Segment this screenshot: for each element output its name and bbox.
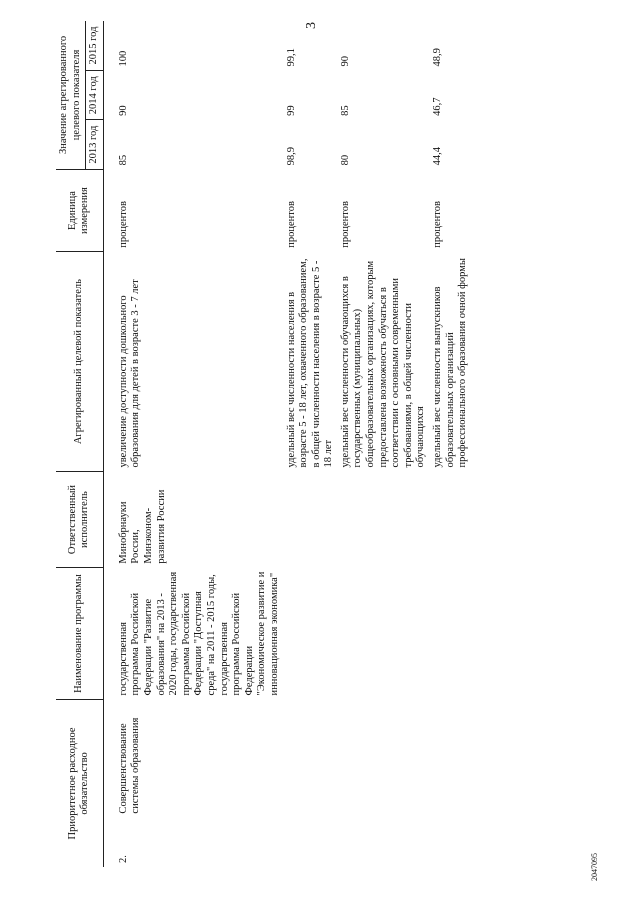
row-number — [430, 818, 472, 867]
program-cell: государственная программа Российской Федерации "Развитие образования" на 2013 - 2020 годы, государственная программа Российской Федерации "Доступная среда" на 2011 - 2015 годы, государственная программа Российской Федерации "Экономическое развитие и инновационная экономика" — [117, 571, 280, 696]
header-obligation: Приоритетное расходное обязательство — [56, 699, 103, 867]
executor-cell — [338, 471, 430, 567]
value-2013-cell: 85 — [117, 154, 129, 166]
page-number: 3 — [304, 22, 319, 29]
table-row — [284, 21, 338, 867]
value-2015-cell: 48,9 — [432, 48, 444, 67]
row-number — [338, 818, 430, 867]
obligation-cell — [430, 699, 472, 817]
value-2015-cell: 90 — [339, 55, 351, 67]
header-value: Значение агрегированного целевого показателя — [56, 21, 86, 169]
value-2013-cell: 98,9 — [285, 146, 297, 166]
header-year-2013: 2013 год — [86, 120, 104, 169]
obligation-cell — [338, 699, 430, 817]
program-cell — [284, 568, 338, 700]
unit-cell: процентов — [285, 201, 297, 248]
header-program: Наименование программы — [56, 568, 103, 700]
priority-obligations-table — [56, 21, 472, 867]
indicator-cell: удельный вес численности обучающихся в государственных (муниципальных) общеобразовательных организациях, которым предоставлена возможность обучаться в соответствии с основными современными требованиями, в общей численности обучающихся — [339, 260, 427, 468]
value-2014-cell: 85 — [339, 105, 351, 116]
value-2015-cell: 99,1 — [285, 48, 297, 67]
executor-cell — [284, 471, 338, 567]
program-cell — [430, 568, 472, 700]
indicator-cell: удельный вес численности выпускников образовательных организаций профессионального образования очной формы — [432, 258, 469, 468]
value-2013-cell: 80 — [339, 154, 351, 166]
table-row — [338, 21, 430, 867]
value-2015-cell: 100 — [117, 50, 129, 67]
unit-cell: процентов — [432, 201, 444, 248]
obligation-cell — [284, 699, 338, 817]
executor-cell — [430, 471, 472, 567]
value-2014-cell: 46,7 — [432, 97, 444, 116]
document-code: 2047095 — [590, 853, 599, 881]
executor-cell: Минобрнауки России, Минэконом-развития России — [117, 489, 167, 564]
header-year-2014: 2014 год — [86, 70, 104, 119]
indicator-cell: увеличение доступности дошкольного образования для детей в возрасте 3 - 7 лет — [117, 279, 142, 468]
table-row — [103, 21, 283, 867]
unit-cell: процентов — [117, 201, 129, 248]
row-number — [284, 818, 338, 867]
obligation-cell: Совершенствование системы образования — [117, 717, 142, 814]
header-executor: Ответственный исполнитель — [56, 471, 103, 567]
table-row — [430, 21, 472, 867]
row-number: 2. — [117, 855, 129, 863]
unit-cell: процентов — [339, 201, 351, 248]
value-2013-cell: 44,4 — [432, 146, 444, 166]
header-year-2015: 2015 год — [86, 21, 104, 70]
header-indicator: Агрегированный целевой показатель — [56, 252, 103, 472]
indicator-cell: удельный вес численности населения в возрасте 5 - 18 лет, охваченного образованием, в общей численности населения в возрасте 5 - 18 лет — [285, 258, 335, 468]
value-2014-cell: 99 — [285, 105, 297, 116]
header-unit: Единица измерения — [56, 169, 103, 251]
value-2014-cell: 90 — [117, 105, 129, 116]
program-cell — [338, 568, 430, 700]
